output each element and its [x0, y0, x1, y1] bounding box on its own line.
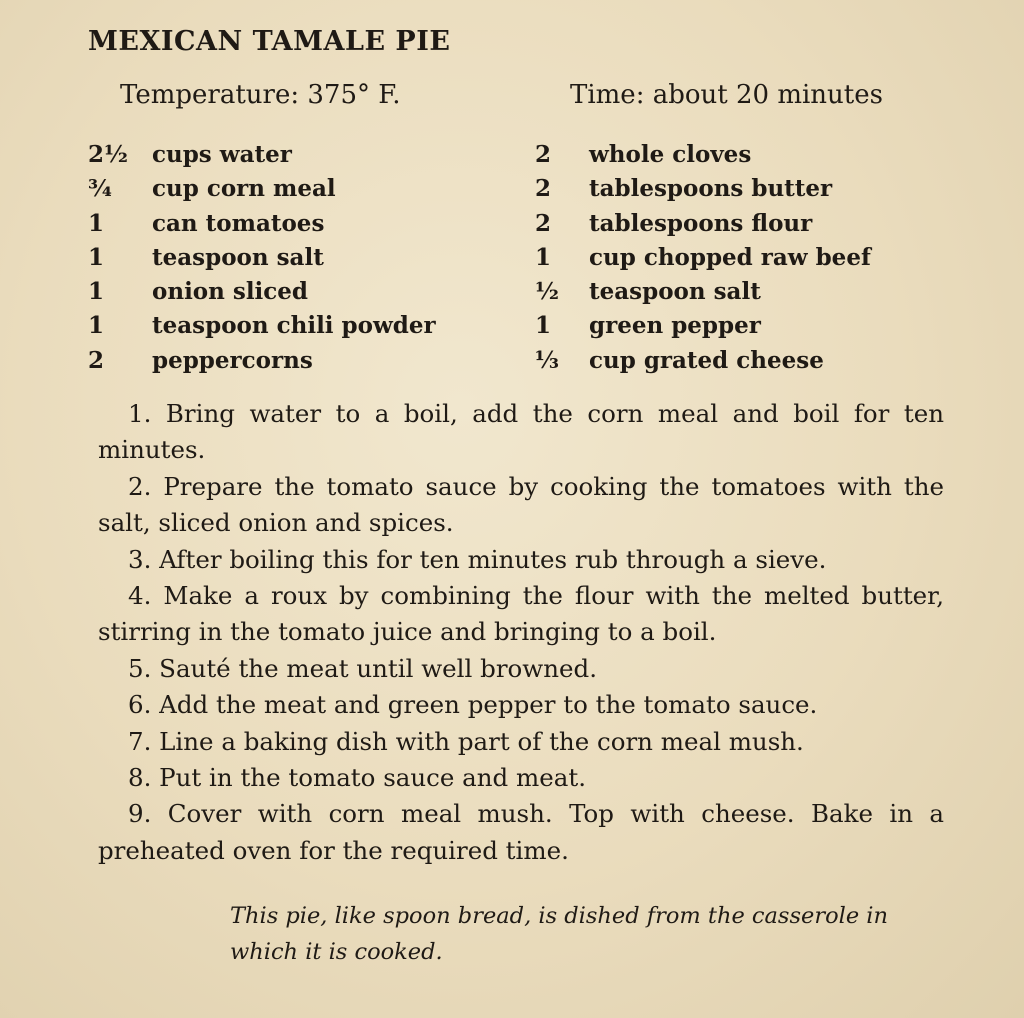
ingredient-row	[535, 207, 955, 241]
ingredient-qty: 1	[88, 312, 105, 340]
ingredient-qty: ½	[535, 278, 559, 306]
ingredient-item: onion sliced	[152, 278, 309, 306]
ingredient-qty: 2½	[88, 141, 128, 168]
ingredient-qty: 1	[88, 278, 105, 306]
ingredient-qty: 2	[535, 141, 552, 168]
temperature-label: Temperature: 375° F.	[120, 80, 401, 110]
ingredient-qty: ⅓	[535, 346, 559, 374]
ingredient-row	[535, 241, 955, 275]
ingredient-row	[535, 275, 955, 309]
ingredient-item: tablespoons flour	[589, 209, 813, 237]
ingredient-item: tablespoons butter	[589, 175, 833, 203]
instruction-step: 8. Put in the tomato sauce and meat.	[128, 763, 586, 793]
ingredient-qty: 1	[535, 312, 552, 340]
ingredient-row	[88, 207, 528, 241]
ingredient-row	[88, 344, 528, 378]
instructions	[98, 396, 944, 869]
ingredients-left-column	[88, 138, 528, 378]
ingredient-item: teaspoon chili powder	[152, 312, 436, 340]
ingredient-qty: 1	[88, 209, 105, 237]
instruction-step: 1. Bring water to a boil, add the corn meal and boil for ten minutes.	[98, 399, 944, 465]
ingredient-row	[88, 172, 528, 206]
instruction-step: 7. Line a baking dish with part of the corn meal mush.	[128, 726, 804, 756]
serving-note: This pie, like spoon bread, is dished from the casserole in which it is cooked.	[230, 903, 888, 965]
ingredient-qty: 2	[535, 175, 552, 203]
ingredient-row	[535, 138, 955, 172]
time-label: Time: about 20 minutes	[570, 80, 883, 110]
instruction-step: 6. Add the meat and green pepper to the tomato sauce.	[128, 690, 818, 720]
ingredient-row	[88, 241, 528, 275]
instruction-step: 5. Sauté the meat until well browned.	[128, 653, 598, 683]
ingredient-qty: 1	[535, 243, 552, 271]
ingredient-qty: 2	[535, 209, 552, 237]
ingredient-item: whole cloves	[589, 141, 752, 168]
instruction-step: 9. Cover with corn meal mush. Top with cheese. Bake in a preheated oven for the required time.	[98, 799, 944, 865]
ingredient-item: teaspoon salt	[589, 278, 761, 306]
instruction-step: 4. Make a roux by combining the flour with the melted butter, stirring in the tomato juice and bringing to a boil.	[98, 581, 944, 647]
recipe-title: MEXICAN TAMALE PIE	[88, 26, 451, 57]
ingredient-row	[535, 309, 955, 343]
ingredient-item: cup corn meal	[152, 175, 336, 203]
ingredient-row	[88, 309, 528, 343]
ingredients-right-column	[535, 138, 955, 378]
ingredient-qty: ¾	[88, 175, 112, 203]
ingredient-qty: 2	[88, 346, 105, 374]
ingredient-item: can tomatoes	[152, 209, 325, 237]
instruction-step: 3. After boiling this for ten minutes rub through a sieve.	[128, 544, 827, 574]
ingredient-item: cup chopped raw beef	[589, 243, 871, 271]
ingredient-row	[88, 138, 528, 172]
ingredient-row	[535, 172, 955, 206]
ingredient-qty: 1	[88, 243, 105, 271]
instruction-step: 2. Prepare the tomato sauce by cooking the tomatoes with the salt, sliced onion and spices.	[98, 471, 944, 538]
ingredient-item: cups water	[152, 141, 292, 168]
ingredient-item: teaspoon salt	[152, 243, 324, 271]
ingredient-row	[88, 275, 528, 309]
ingredient-row	[535, 344, 955, 378]
ingredient-item: green pepper	[589, 312, 761, 340]
ingredient-item: peppercorns	[152, 346, 313, 374]
ingredient-item: cup grated cheese	[589, 346, 824, 374]
